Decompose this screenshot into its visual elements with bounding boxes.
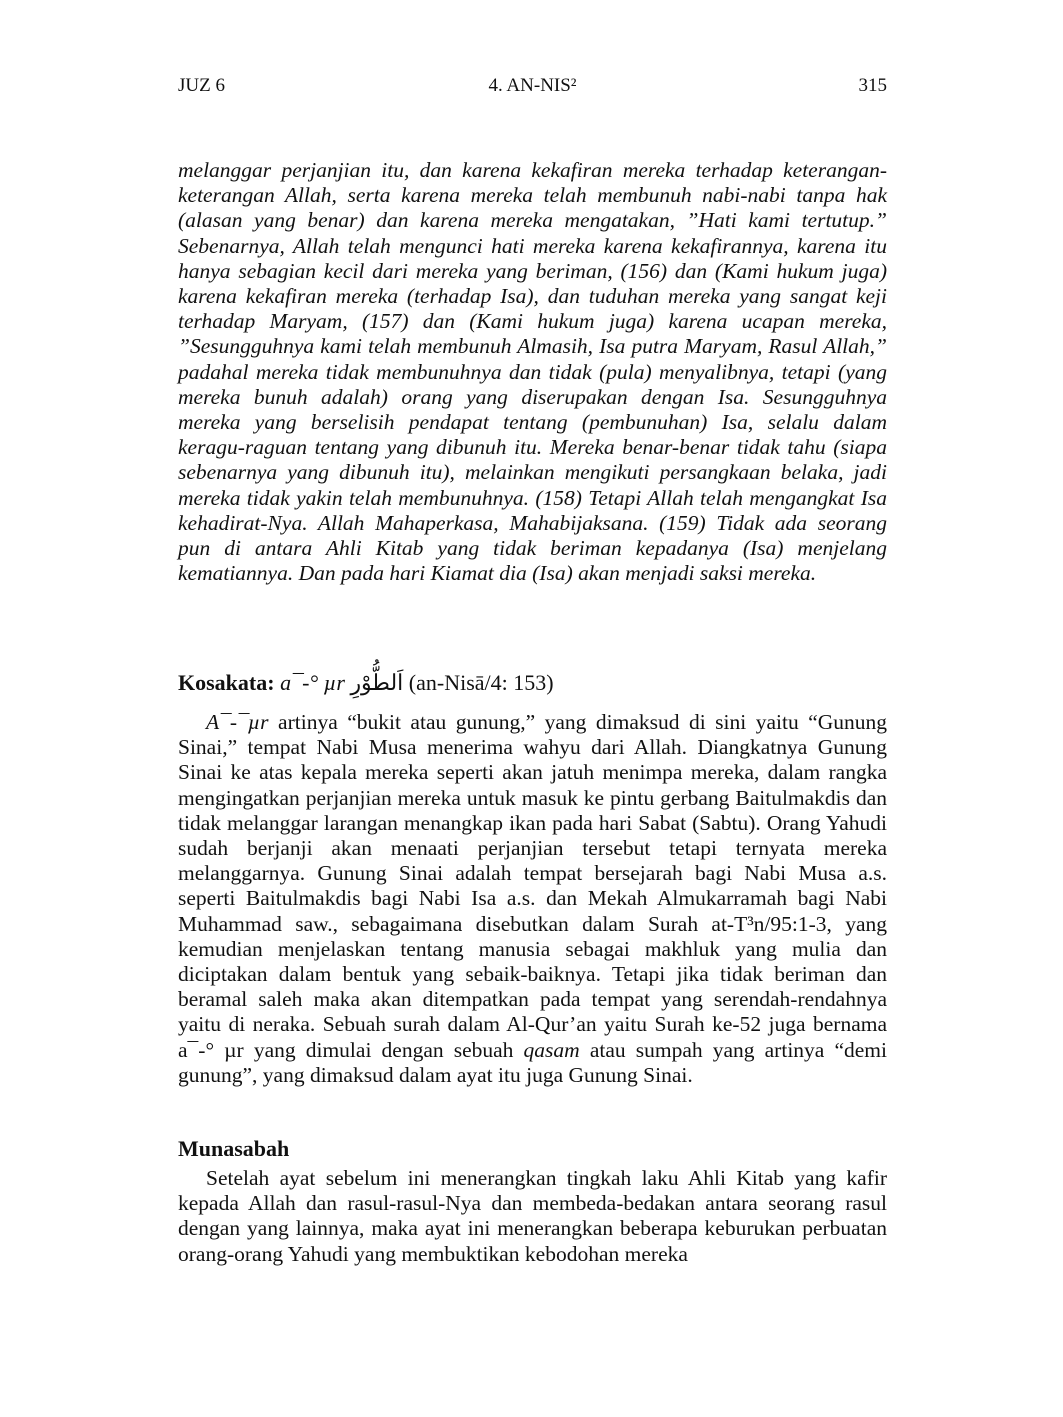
kosakata-lead-term: A¯-¯µr: [206, 710, 269, 734]
kosakata-arabic-term: اَلطُّوْرِ: [350, 670, 404, 695]
kosakata-transliteration: a¯-° µr: [280, 670, 345, 695]
kosakata-text-part2: atau sumpah yang artinya “demi gunung”, yang dimaksud dalam ayat itu juga Gunung Sinai.: [178, 1037, 887, 1087]
munasabah-heading: Munasabah: [178, 1136, 290, 1161]
kosakata-reference: (an-Nisā/4: 153): [408, 670, 554, 695]
running-header: [178, 74, 887, 98]
qasam-term: qasam: [523, 1037, 580, 1062]
verse-translation: melanggar perjanjian itu, dan karena kekafiran mereka terhadap keterangan-keterangan Allah, serta karena mereka telah membunuh nabi-nabi tanpa hak (alasan yang benar) dan karena mereka mengatakan, ”Hati kami tertutup.” Sebenarnya, Allah telah mengunci hati mereka karena kekafirannya, karena itu hanya sebagian kecil dari mereka yang beriman, (156) dan (Kami hukum juga) karena kekafiran mereka (terhadap Isa), dan tuduhan mereka yang sangat keji terhadap Maryam, (157) dan (Kami hukum juga) karena ucapan mereka, ”Sesungguhnya kami telah membunuh Almasih, Isa putra Maryam, Rasul Allah,” padahal mereka tidak membunuhnya dan tidak (pula) menyalibnya, tetapi (yang mereka bunuh adalah) orang yang diserupakan dengan Isa. Sesungguhnya mereka yang berselisih pendapat tentang (pembunuhan) Isa, selalu dalam keragu-raguan tentang yang dibunuh itu. Mereka benar-benar tidak tahu (siapa sebenarnya yang dibunuh itu), melainkan mengikuti persangkaan belaka, jadi mereka tidak yakin telah membunuhnya. (158) Tetapi Allah telah mengangkat Isa kehadirat-Nya. Allah Mahaperkasa, Mahabijaksana. (159) Tidak ada seorang pun di antara Ahli Kitab yang tidak beriman kepadanya (Isa) menjelang kematiannya. Dan pada hari Kiamat dia (Isa) akan menjadi saksi mereka.: [178, 158, 887, 586]
kosakata-paragraph: [178, 710, 887, 1088]
kosakata-label: Kosakata:: [178, 670, 275, 695]
kosakata-heading: [178, 668, 887, 698]
kosakata-text-part1: artinya “bukit atau gunung,” yang dimaksud di sini yaitu “Gunung Sinai,” tempat Nabi Musa menerima wahyu dari Allah. Diangkatnya Gunung Sinai ke atas kepala mereka seperti akan jatuh menimpa mereka, dalam rangka mengingatkan perjanjian mereka untuk masuk ke pintu gerbang Baitulmakdis dan tidak melanggar larangan menangkap ikan pada hari Sabat (Sabtu). Orang Yahudi sudah berjanji akan menaati perjanjian tersebut tetapi ternyata mereka melanggarnya. Gunung Sinai adalah tempat bersejarah bagi Nabi Musa a.s. seperti Baitulmakdis bagi Nabi Isa a.s. dan Mekah Almukarramah bagi Nabi Muhammad saw., sebagaimana disebutkan dalam Surah at-T³n/95:1-3, yang kemudian menjelaskan tentang manusia sebagai makhluk yang mulia dan diciptakan dalam bentuk yang sebaik-baiknya. Tetapi jika tidak beriman dan beramal saleh maka akan ditempatkan pada tempat yang serendah-rendahnya yaitu di neraka. Sebuah surah dalam Al-Qur’an yaitu Surah ke-52 juga bernama a¯-° µr yang dimulai dengan sebuah: [178, 710, 887, 1062]
juz-label: JUZ 6: [178, 75, 225, 96]
munasabah-paragraph: Setelah ayat sebelum ini menerangkan tingkah laku Ahli Kitab yang kafir kepada Allah dan rasul-rasul-Nya dan membeda-bedakan antara seorang rasul dengan yang lainnya, maka ayat ini menerangkan beberapa keburukan perbuatan orang-orang Yahudi yang membuktikan kebodohan mereka: [178, 1166, 887, 1266]
surah-label: 4. AN-NIS²: [488, 75, 577, 96]
page-number: 315: [858, 75, 887, 96]
